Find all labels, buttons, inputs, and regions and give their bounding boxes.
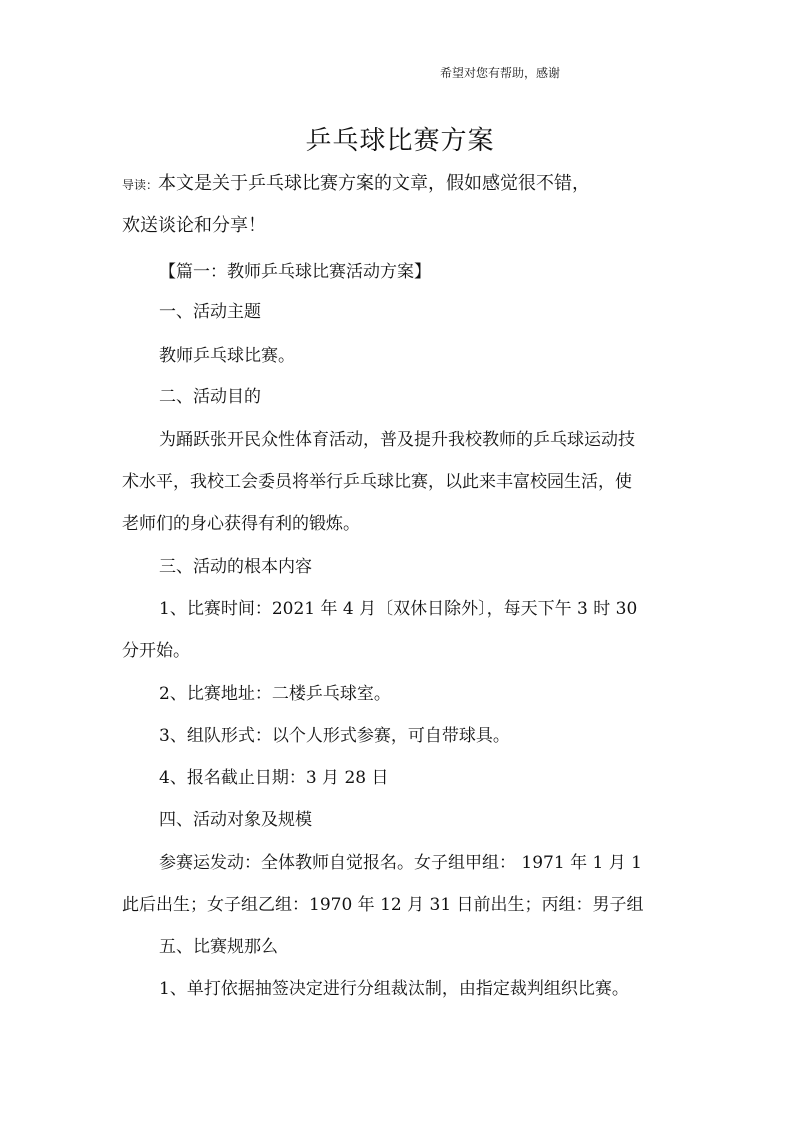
paragraph-purpose-line-3: 老师们的身心获得有利的锻炼。 xyxy=(122,514,360,534)
header-note: 希望对您有帮助，感谢 xyxy=(440,66,561,80)
intro-label: 导读： xyxy=(122,178,159,192)
item-match-venue: 2、比赛地址：二楼乒乓球室。 xyxy=(159,684,391,704)
heading-participants-scale: 四、活动对象及规模 xyxy=(159,810,312,830)
intro-text-1: 本文是关于乒乓球比赛方案的文章，假如感觉很不错， xyxy=(158,173,591,194)
paragraph-purpose-line-2: 术水平，我校工会委员将举行乒乓球比赛，以此来丰富校园生活，使 xyxy=(122,472,632,492)
item-match-time-line-2: 分开始。 xyxy=(122,641,190,661)
paragraph-theme: 教师乒乓球比赛。 xyxy=(159,346,295,366)
heading-activity-theme: 一、活动主题 xyxy=(159,302,261,322)
paragraph-participants-line-1: 参赛运发动：全体教师自觉报名。女子组甲组： 1971 年 1 月 1 xyxy=(159,853,642,873)
item-team-format: 3、组队形式：以个人形式参赛，可自带球具。 xyxy=(159,726,510,746)
item-registration-deadline: 4、报名截止日期：3 月 28 日 xyxy=(159,768,389,788)
item-singles-rule: 1、单打依据抽签决定进行分组裁汰制，由指定裁判组织比赛。 xyxy=(159,979,629,999)
heading-activity-purpose: 二、活动目的 xyxy=(159,387,261,407)
intro-line-2: 欢送谈论和分享！ xyxy=(122,215,266,236)
paragraph-purpose-line-1: 为踊跃张开民众性体育活动，普及提升我校教师的乒乓球运动技 xyxy=(159,430,635,450)
heading-basic-content: 三、活动的根本内容 xyxy=(159,557,312,577)
section-heading-pian-1: 【篇一：教师乒乓球比赛活动方案】 xyxy=(159,262,431,282)
intro-line-1 xyxy=(122,172,590,197)
item-match-time-line-1: 1、比赛时间：2021 年 4 月〔双休日除外〕，每天下午 3 时 30 xyxy=(159,599,638,619)
heading-match-rules: 五、比赛规那么 xyxy=(159,937,278,957)
page-title: 乒乓球比赛方案 xyxy=(305,126,495,156)
paragraph-participants-line-2: 此后出生；女子组乙组：1970 年 12 月 31 日前出生；丙组：男子组 xyxy=(122,895,644,915)
